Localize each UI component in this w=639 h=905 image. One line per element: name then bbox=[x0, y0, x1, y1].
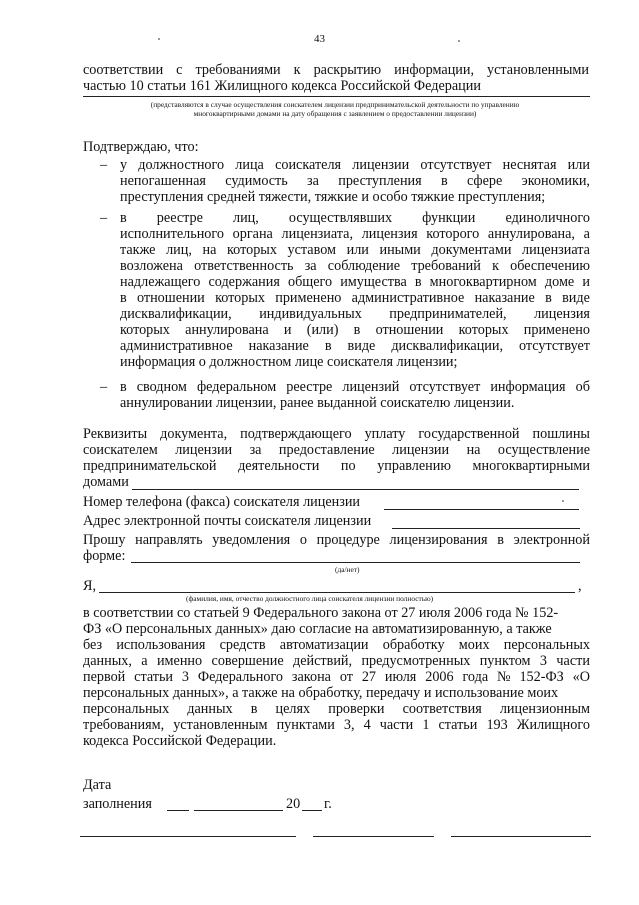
word: средств bbox=[219, 637, 266, 653]
intro-note-1: (представляются в случае осуществления соискателем лицензии предпринимательской деятельности по управлению bbox=[150, 100, 520, 109]
bullet2-line-9 bbox=[120, 338, 590, 354]
word: в bbox=[120, 290, 127, 306]
bullet2-line-1 bbox=[120, 210, 590, 226]
word: которого bbox=[426, 226, 480, 242]
word: о bbox=[299, 532, 307, 548]
word: к bbox=[492, 258, 499, 274]
word: органа bbox=[232, 226, 273, 242]
word: электронной bbox=[513, 532, 590, 548]
scan-speck bbox=[158, 38, 160, 40]
word: уведомления bbox=[212, 532, 291, 548]
word: по bbox=[340, 458, 356, 474]
word: отсутствует bbox=[409, 379, 481, 395]
word: управлению bbox=[377, 458, 451, 474]
word: лицензии bbox=[352, 157, 410, 173]
bullet3-line-2: аннулировании лицензии, ранее выданной соискателю лицензии. bbox=[120, 395, 515, 411]
consent-line-7 bbox=[83, 701, 590, 717]
word: от bbox=[339, 669, 353, 685]
word: действий, bbox=[293, 653, 353, 669]
word: «О bbox=[572, 669, 590, 685]
word: судимость bbox=[225, 173, 288, 189]
word: июля bbox=[384, 669, 417, 685]
bullet2-line-7 bbox=[120, 306, 590, 322]
word: применено bbox=[523, 322, 590, 338]
notify-line-1 bbox=[83, 532, 590, 548]
word: дисквалификации, bbox=[391, 338, 504, 354]
word: которых bbox=[227, 242, 277, 258]
word: Жилищного bbox=[516, 717, 590, 733]
consent-line-2: ФЗ «О персональных данных» даю согласие на автоматизированную, а также bbox=[83, 621, 552, 637]
word: требований bbox=[411, 258, 481, 274]
bullet2-line-3 bbox=[120, 242, 590, 258]
consent-line-6: персональных данных», а также на обработку, передачу и использование моих bbox=[83, 685, 559, 701]
bullet1-line-1 bbox=[120, 157, 590, 173]
word: многоквартирном bbox=[429, 274, 537, 290]
word: предпринимательской bbox=[83, 458, 217, 474]
word: целях bbox=[275, 701, 311, 717]
word: лицензионным bbox=[499, 701, 590, 717]
bullet-dash: – bbox=[100, 157, 108, 173]
consent-line-4 bbox=[83, 653, 590, 669]
word: лицензия bbox=[534, 306, 590, 322]
word: именно bbox=[156, 653, 203, 669]
word: преступления bbox=[338, 173, 422, 189]
requisites-line-4: домами bbox=[83, 474, 129, 490]
word: Реквизиты bbox=[83, 426, 148, 442]
signature-line-name[interactable] bbox=[451, 836, 591, 837]
word: года bbox=[462, 669, 489, 685]
word: реестре bbox=[286, 379, 333, 395]
word: информация bbox=[490, 379, 566, 395]
bullet-dash: – bbox=[100, 210, 108, 226]
word: 4 bbox=[363, 717, 371, 733]
word: проверки bbox=[328, 701, 385, 717]
notify-line-2: форме: bbox=[83, 548, 126, 564]
word: пошлины bbox=[532, 426, 590, 442]
i-comma: , bbox=[578, 578, 582, 594]
notify-answer-field[interactable] bbox=[131, 562, 580, 563]
requisites-line-3 bbox=[83, 458, 590, 474]
word: в bbox=[440, 173, 448, 189]
date-year-suffix: г. bbox=[324, 796, 332, 812]
word: общего bbox=[288, 274, 333, 290]
word: предпринимателей, bbox=[389, 306, 507, 322]
word: информации, bbox=[394, 62, 475, 78]
word: уплату bbox=[364, 426, 406, 442]
word: или bbox=[346, 242, 369, 258]
word: персональных bbox=[503, 637, 590, 653]
word: административное bbox=[351, 290, 465, 306]
consent-line-3 bbox=[83, 637, 590, 653]
bullet2-line-4 bbox=[120, 258, 590, 274]
bullet2-line-10: информация о должностном лице соискателя лицензии; bbox=[120, 354, 458, 370]
word: 3 bbox=[539, 653, 548, 669]
consent-line-5 bbox=[83, 669, 590, 685]
email-field[interactable] bbox=[392, 528, 580, 529]
word: лиц, bbox=[166, 242, 192, 258]
word: в bbox=[497, 532, 504, 548]
word: установленными bbox=[487, 62, 589, 78]
word: установленным bbox=[173, 717, 268, 733]
word: предоставление bbox=[278, 442, 375, 458]
bullet-dash: – bbox=[100, 379, 108, 395]
word: без bbox=[83, 637, 103, 653]
word: статьи bbox=[438, 717, 478, 733]
word: имущества bbox=[340, 274, 407, 290]
bullet2-line-6 bbox=[120, 290, 590, 306]
word: сфере bbox=[466, 173, 503, 189]
scan-speck bbox=[458, 40, 460, 42]
word: дисквалификации, bbox=[120, 306, 232, 322]
word: 2006 bbox=[425, 669, 454, 685]
word: отсутствует bbox=[519, 338, 590, 354]
word: надлежащего bbox=[120, 274, 201, 290]
date-year-field[interactable] bbox=[302, 810, 322, 811]
email-label: Адрес электронной почты соискателя лицензии bbox=[83, 513, 372, 529]
word: и bbox=[283, 322, 292, 338]
word: Федерального bbox=[197, 669, 284, 685]
date-month-field[interactable] bbox=[194, 810, 283, 811]
word: 3 bbox=[181, 669, 189, 685]
word: требованиям, bbox=[83, 717, 165, 733]
word: или bbox=[567, 157, 590, 173]
word: соискателя bbox=[275, 157, 342, 173]
signature-line-signature[interactable] bbox=[313, 836, 434, 837]
word: отношении bbox=[375, 322, 444, 338]
consent-line-1: в соответствии со статьей 9 Федерального закона от 27 июля 2006 года № 152- bbox=[83, 605, 559, 621]
bullet3-line-1 bbox=[120, 379, 590, 395]
word: соответствия bbox=[402, 701, 482, 717]
word: первой bbox=[83, 669, 126, 685]
word: обработку bbox=[382, 637, 445, 653]
word: а bbox=[141, 653, 148, 669]
word: автоматизации bbox=[279, 637, 369, 653]
word: моих bbox=[458, 637, 490, 653]
word: в bbox=[120, 210, 127, 226]
signature-line-position[interactable] bbox=[80, 836, 296, 837]
word: исполнительного bbox=[120, 226, 224, 242]
word: лицензии bbox=[392, 442, 450, 458]
word: в bbox=[324, 338, 332, 354]
word: неснятая bbox=[502, 157, 557, 173]
word: части bbox=[379, 717, 414, 733]
word: также bbox=[120, 242, 156, 258]
word: 3, bbox=[343, 717, 355, 733]
date-year-prefix: 20 bbox=[286, 796, 301, 812]
word: процедуре bbox=[316, 532, 380, 548]
page-number: 43 bbox=[314, 33, 325, 45]
bullet2-line-5 bbox=[120, 274, 590, 290]
word: должностного bbox=[138, 157, 225, 173]
word: данных bbox=[187, 701, 233, 717]
word: пунктами bbox=[276, 717, 335, 733]
requisites-line-2 bbox=[83, 442, 590, 458]
word: у bbox=[120, 157, 128, 173]
word: федеральном bbox=[196, 379, 277, 395]
word: многоквартирными bbox=[472, 458, 590, 474]
word: отсутствует bbox=[420, 157, 492, 173]
word: требованиями bbox=[195, 62, 281, 78]
word: (или) bbox=[306, 322, 339, 338]
word: ответственность bbox=[194, 258, 294, 274]
word: иными bbox=[379, 242, 421, 258]
word: которых bbox=[120, 322, 170, 338]
bullet2-line-8 bbox=[120, 322, 590, 338]
word: 1 bbox=[422, 717, 430, 733]
word: лицензирования bbox=[389, 532, 488, 548]
word: которых bbox=[458, 322, 509, 338]
word: пунктом bbox=[479, 653, 531, 669]
word: возложена bbox=[120, 258, 183, 274]
consent-line-8 bbox=[83, 717, 590, 733]
date-label: Дата bbox=[83, 777, 112, 793]
word: Прошу bbox=[83, 532, 126, 548]
word: части bbox=[556, 653, 590, 669]
word: обеспечению bbox=[510, 258, 590, 274]
word: деятельности bbox=[238, 458, 320, 474]
word: в bbox=[545, 290, 552, 306]
intro-line-2: частью 10 статьи 161 Жилищного кодекса Российской Федерации bbox=[83, 78, 481, 94]
requisites-line-1 bbox=[83, 426, 590, 442]
word: лицензии bbox=[175, 442, 233, 458]
phone-field[interactable] bbox=[384, 509, 579, 510]
word: использования bbox=[116, 637, 206, 653]
payment-details-field[interactable] bbox=[132, 489, 579, 490]
full-name-field[interactable] bbox=[99, 592, 575, 593]
word: реестре bbox=[156, 210, 203, 226]
word: на bbox=[202, 242, 217, 258]
bullet1-line-2 bbox=[120, 173, 590, 189]
word: доме bbox=[544, 274, 575, 290]
word: аннулирована, bbox=[487, 226, 575, 242]
word: документа, bbox=[160, 426, 228, 442]
word: наказание bbox=[248, 338, 309, 354]
date-label-2: заполнения bbox=[83, 796, 152, 812]
word: подтверждающего bbox=[240, 426, 352, 442]
word: и bbox=[582, 274, 590, 290]
word: данных, bbox=[83, 653, 132, 669]
notify-hint: (да/нет) bbox=[335, 565, 360, 574]
word: на bbox=[466, 442, 481, 458]
word: непогашенная bbox=[120, 173, 206, 189]
word: раскрытию bbox=[313, 62, 382, 78]
word: лиц, bbox=[233, 210, 259, 226]
word: за bbox=[304, 258, 317, 274]
word: соискателем bbox=[83, 442, 158, 458]
word: экономики, bbox=[521, 173, 590, 189]
word: государственной bbox=[418, 426, 520, 442]
word: 152-ФЗ bbox=[519, 669, 564, 685]
word: осуществлявших bbox=[288, 210, 393, 226]
word: в bbox=[250, 701, 258, 717]
word: об bbox=[575, 379, 590, 395]
bullet1-line-3: преступления средней тяжести, тяжкие и особо тяжкие преступления; bbox=[120, 189, 546, 205]
word: за bbox=[249, 442, 262, 458]
phone-label: Номер телефона (факса) соискателя лицензии bbox=[83, 494, 361, 510]
word: статьи bbox=[134, 669, 174, 685]
word: в bbox=[120, 379, 127, 395]
word: с bbox=[176, 62, 183, 78]
word: документами bbox=[431, 242, 512, 258]
word: аннулирована bbox=[185, 322, 269, 338]
word: уставом bbox=[287, 242, 336, 258]
word: в bbox=[414, 274, 422, 290]
consent-line-9: кодекса Российской Федерации. bbox=[83, 733, 277, 749]
word: лицензия bbox=[361, 226, 418, 242]
word: наказание bbox=[474, 290, 535, 306]
word: содержания bbox=[208, 274, 280, 290]
name-hint: (фамилия, имя, отчество должностного лица соискателя лицензии полностью) bbox=[186, 594, 434, 603]
i-label: Я, bbox=[83, 578, 97, 594]
word: лицензий bbox=[342, 379, 400, 395]
word: в bbox=[353, 322, 361, 338]
confirm-heading: Подтверждаю, что: bbox=[83, 139, 199, 155]
intro-note-2: многоквартирными домами на дату обращения с заявлением о предоставлении лицензии) bbox=[193, 109, 477, 118]
word: функции bbox=[422, 210, 476, 226]
word: соблюдение bbox=[327, 258, 401, 274]
word: виде bbox=[562, 290, 590, 306]
word: которых bbox=[215, 290, 265, 306]
word: к bbox=[293, 62, 301, 78]
word: совершение bbox=[211, 653, 284, 669]
word: лицензиата, bbox=[281, 226, 354, 242]
word: 193 bbox=[486, 717, 508, 733]
word: индивидуальных bbox=[259, 306, 362, 322]
word: направлять bbox=[135, 532, 203, 548]
word: сводном bbox=[136, 379, 187, 395]
word: персональных bbox=[83, 701, 170, 717]
bullet2-line-2 bbox=[120, 226, 590, 242]
scan-speck bbox=[562, 500, 564, 502]
word: соответствии bbox=[83, 62, 164, 78]
intro-line-1 bbox=[83, 62, 589, 78]
word: единоличного bbox=[505, 210, 590, 226]
word: отношении bbox=[136, 290, 205, 306]
word: закона bbox=[291, 669, 331, 685]
word: лица bbox=[235, 157, 264, 173]
word: а bbox=[583, 226, 590, 242]
word: административное bbox=[120, 338, 233, 354]
word: за bbox=[307, 173, 319, 189]
word: № bbox=[497, 669, 511, 685]
word: лицензиата bbox=[522, 242, 590, 258]
word: осуществление bbox=[497, 442, 590, 458]
word: применено bbox=[275, 290, 342, 306]
date-day-field[interactable] bbox=[167, 810, 189, 811]
word: 27 bbox=[361, 669, 377, 685]
word: виде bbox=[347, 338, 376, 354]
intro-underline bbox=[83, 96, 590, 97]
word: предусмотренных bbox=[361, 653, 471, 669]
